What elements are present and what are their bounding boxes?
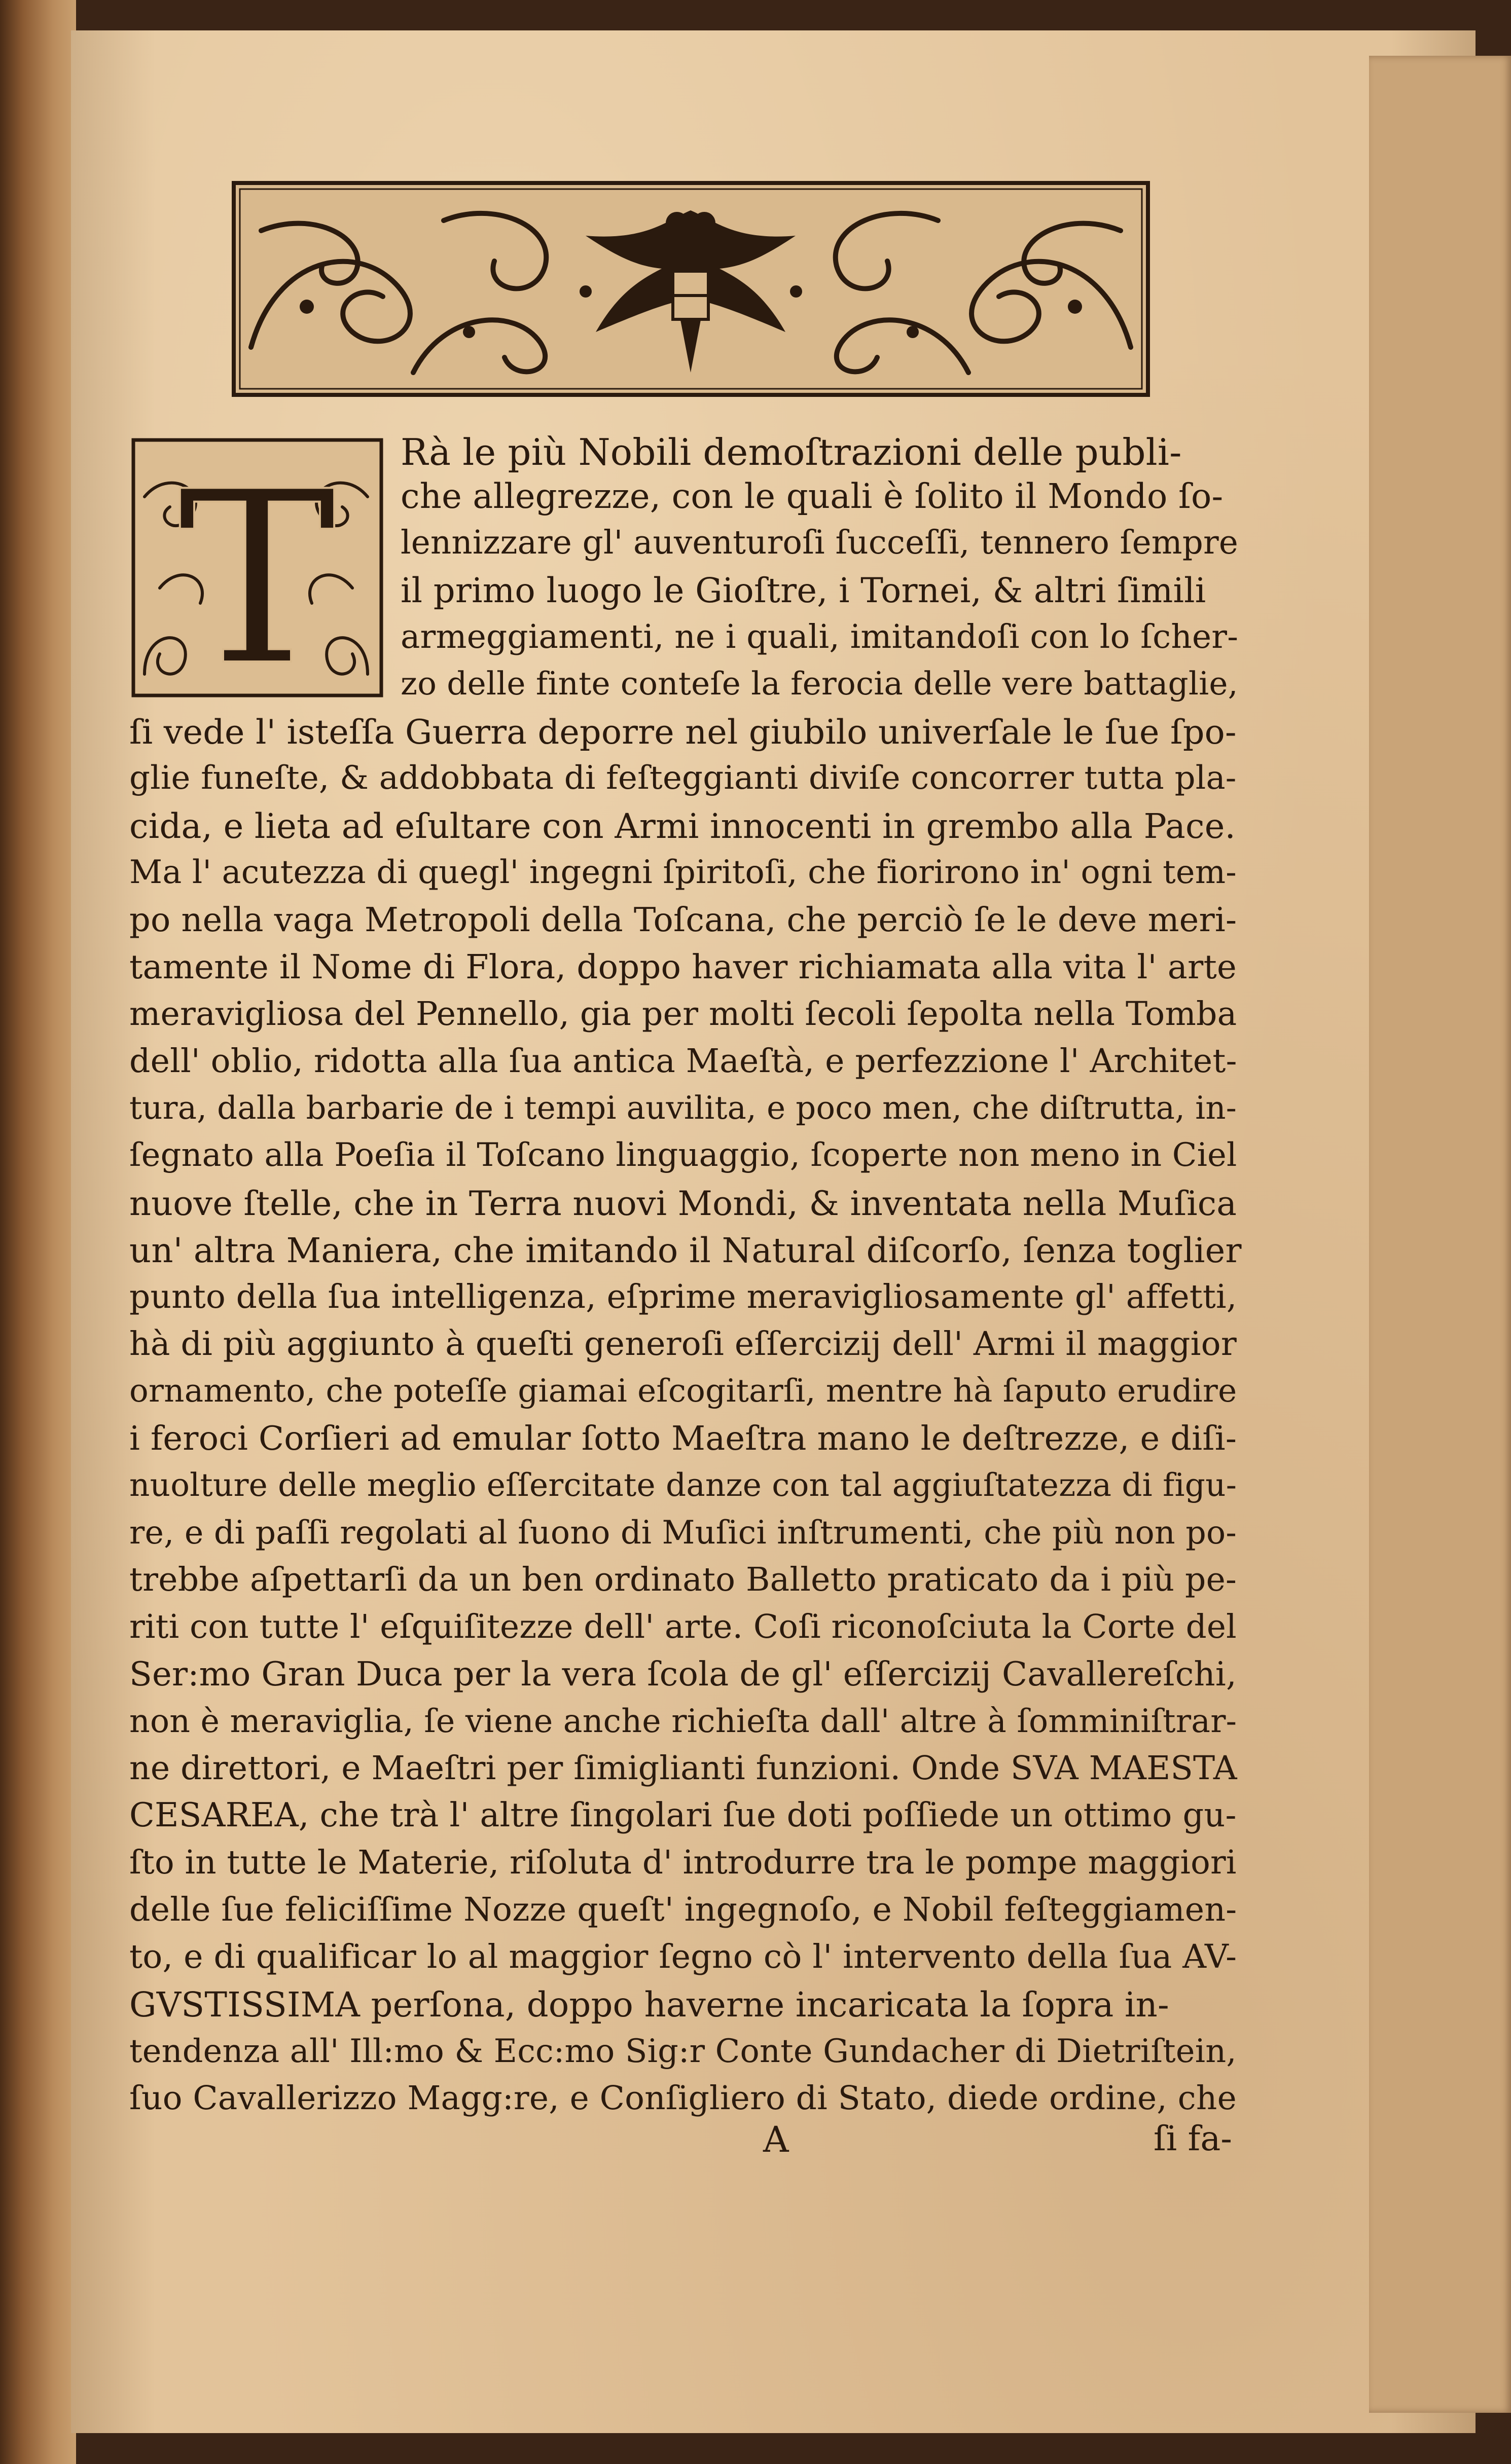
text-line: cida, e lieta ad eſultare con Armi innocenti in grembo alla Pace. [129,806,1236,846]
text-line: CESAREA, che trà l' altre ſingolari ſue doti poſſiede un ottimo gu- [129,1796,1237,1834]
text-line: ornamento, che poteſſe giamai eſcogitarſi, mentre hà ſaputo erudire [129,1372,1237,1409]
text-line: tamente il Nome di Flora, doppo haver richiamata alla vita l' arte [129,948,1237,986]
text-line: lennizzare gl' auventuroſi ſucceſſi, tennero ſempre [401,524,1239,562]
text-line: ſi vede l' isteſſa Guerra deporre nel giubilo univerſale le ſue ſpo- [129,712,1237,752]
text-line: ſegnato alla Poeſia il Toſcano linguaggio, ſcoperte non meno in Ciel [129,1136,1237,1174]
text-line: riti con tutte l' eſquiſitezze dell' arte. Coſi riconoſciuta la Corte del [129,1608,1237,1646]
text-line: dell' oblio, ridotta alla ſua antica Maeſtà, e perfezzione l' Architet- [129,1042,1237,1080]
text-line: re, e di paſſi regolati al ſuono di Muſici inſtrumenti, che più non po- [129,1514,1237,1551]
text-line: ſuo Cavallerizzo Magg:re, e Conſigliero di Stato, diede ordine, che [129,2079,1237,2117]
right-paper-flap [1369,56,1511,2413]
text-line: nuolture delle meglio eſſercitate danze con tal aggiuſtatezza di figu- [129,1466,1237,1503]
text-line: tura, dalla barbarie de i tempi auvilita, e poco men, che diſtrutta, in- [129,1089,1237,1126]
text-line: Ma l' acutezza di quegl' ingegni ſpiritoſi, che fiorirono in' ogni tem- [129,854,1237,891]
text-line: Rà le più Nobili demoſtrazioni delle publi- [401,431,1182,473]
text-line: zo delle finte conteſe la ferocia delle vere battaglie, [401,665,1238,702]
ornamental-headpiece [231,180,1151,398]
signature-mark: A [763,2119,789,2160]
text-line: non è meraviglia, ſe viene anche richieſta dall' altre à ſomminiſtrar- [129,1702,1237,1740]
catchword: ſi fa- [1154,2119,1232,2158]
decorated-initial-frame [129,436,385,700]
text-line: hà di più aggiunto à queſti generoſi eſſercizij dell' Armi il maggior [129,1325,1237,1363]
text-line: punto della ſua intelligenza, eſprime meravigliosamente gl' affetti, [129,1278,1237,1316]
drop-cap-initial: T [177,440,337,700]
text-line: meravigliosa del Pennello, gia per molti ſecoli ſepolta nella Tomba [129,995,1237,1033]
text-line: il primo luogo le Gioſtre, i Tornei, & altri ſimili [401,571,1206,610]
left-page-edge [0,0,76,2464]
text-line: trebbe aſpettarſi da un ben ordinato Balletto praticato da i più pe- [129,1561,1237,1599]
text-line: to, e di qualificar lo al maggior ſegno cò l' intervento della ſua AV- [129,1938,1237,1976]
text-line: ſto in tutte le Materie, riſoluta d' introdurre tra le pompe maggiori [129,1844,1237,1882]
text-line: i feroci Corſieri ad emular ſotto Maeſtra mano le deſtrezze, e diſi- [129,1419,1237,1458]
text-line: nuove ſtelle, che in Terra nuovi Mondi, & inventata nella Muſica [129,1184,1237,1223]
text-line: ne direttori, e Maeſtri per ſimiglianti funzioni. Onde SVA MAESTA [129,1749,1237,1787]
text-line: po nella vaga Metropoli della Toſcana, che perciò ſe le deve meri- [129,901,1237,939]
text-line: che allegrezze, con le quali è ſolito il Mondo ſo- [401,476,1224,516]
text-line: armeggiamenti, ne i quali, imitandoſi con lo ſcher- [401,618,1239,656]
text-line: GVSTISSIMA perſona, doppo haverne incaricata la ſopra in- [129,1985,1169,2025]
text-line: Ser:mo Gran Duca per la vera ſcola de gl' eſſercizij Cavallereſchi, [129,1655,1237,1694]
text-line: delle ſue feliciſſime Nozze queſt' ingegnoſo, e Nobil feſteggiamen- [129,1891,1237,1929]
text-line: un' altra Maniera, che imitando il Natural diſcorſo, ſenza toglier [129,1231,1242,1270]
text-line: tendenza all' Ill:mo & Ecc:mo Sig:r Conte Gundacher di Dietriſtein, [129,2032,1237,2070]
text-line: glie funeſte, & addobbata di feſteggianti diviſe concorrer tutta pla- [129,759,1237,797]
